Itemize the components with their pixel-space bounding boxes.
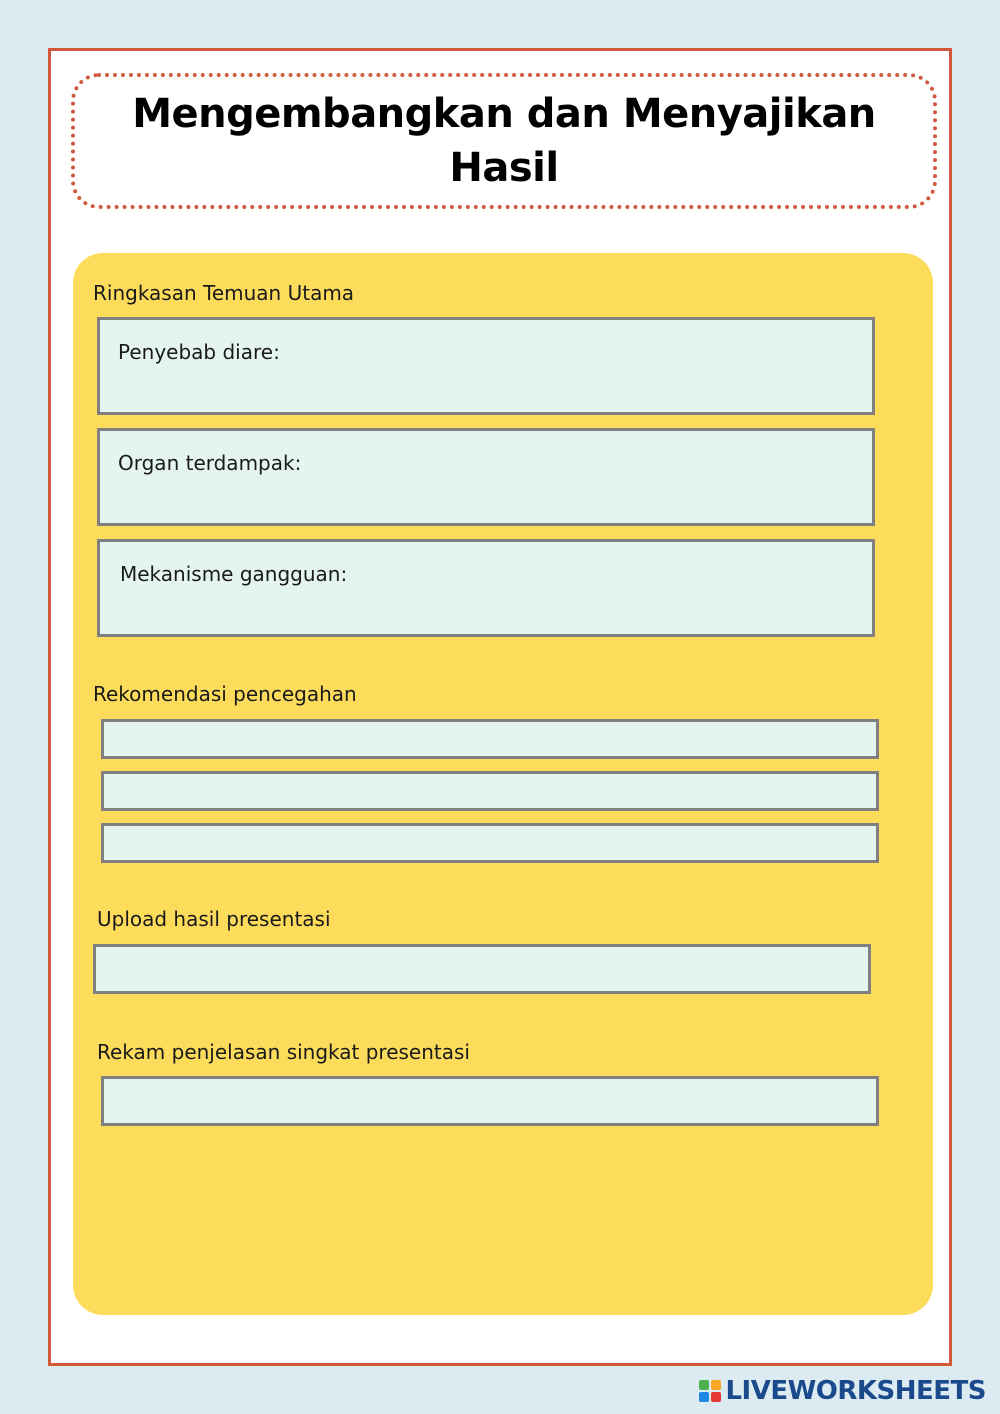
title-frame	[71, 73, 937, 209]
recommendation-input-1[interactable]	[101, 719, 879, 759]
mechanism-label: Mekanisme gangguan:	[120, 562, 348, 586]
content-panel	[73, 253, 933, 1315]
upload-presentation-field[interactable]	[93, 944, 871, 994]
liveworksheets-logo[interactable]	[699, 1376, 986, 1406]
mechanism-field[interactable]	[97, 539, 875, 637]
upload-heading: Upload hasil presentasi	[97, 907, 331, 931]
summary-heading: Ringkasan Temuan Utama	[93, 281, 355, 305]
affected-organ-field[interactable]	[97, 428, 875, 526]
worksheet-page	[48, 48, 952, 1366]
recommendations-heading: Rekomendasi pencegahan	[93, 682, 357, 706]
worksheet-title: Mengembangkan dan Menyajikan Hasil	[132, 91, 876, 191]
record-heading: Rekam penjelasan singkat presentasi	[97, 1040, 470, 1064]
liveworksheets-icon	[699, 1380, 721, 1402]
affected-organ-label: Organ terdampak:	[118, 451, 302, 475]
liveworksheets-wordmark: LIVEWORKSHEETS	[725, 1376, 986, 1406]
record-explanation-field[interactable]	[101, 1076, 879, 1126]
recommendation-input-3[interactable]	[101, 823, 879, 863]
cause-label: Penyebab diare:	[118, 340, 280, 364]
cause-field[interactable]	[97, 317, 875, 415]
recommendation-input-2[interactable]	[101, 771, 879, 811]
